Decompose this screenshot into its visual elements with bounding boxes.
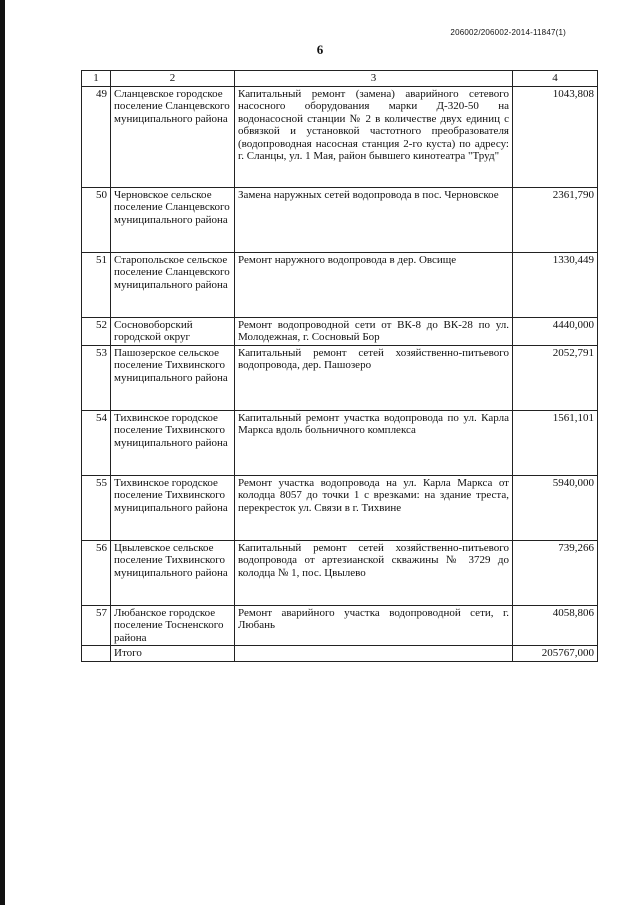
- row-number: 50: [82, 187, 111, 252]
- column-header: 4: [513, 71, 598, 87]
- table-row: [82, 410, 598, 475]
- description-cell: Ремонт аварийного участка водопроводной сети, г. Любань: [235, 605, 513, 646]
- municipality-cell: Пашозерское сельское поселение Тихвинского муниципального района: [111, 345, 235, 410]
- total-label: Итого: [111, 646, 235, 662]
- page-number: 6: [316, 42, 324, 57]
- description-cell: Капитальный ремонт (замена) аварийного сетевого насосного оборудования марки Д-320-50 на водонасосной станции № 2 в количестве двух единиц с обвязкой и установкой частотного преобразователя (водопроводная насосная станция 2-го куста) по адресу: г. Сланцы, ул. 1 Мая, район бывшего кинотеатра "Труд": [235, 86, 513, 187]
- scan-edge-mark: [0, 0, 5, 905]
- amount-cell: 1330,449: [513, 252, 598, 317]
- description-cell: Капитальный ремонт сетей хозяйственно-питьевого водопровода, дер. Пашозеро: [235, 345, 513, 410]
- row-number: 55: [82, 475, 111, 540]
- row-number: 51: [82, 252, 111, 317]
- description-cell: Ремонт участка водопровода на ул. Карла Маркса от колодца 8057 до точки 1 с врезками: на здание треста, перекресток ул. Связи в г. Тихвине: [235, 475, 513, 540]
- description-cell: Ремонт водопроводной сети от ВК-8 до ВК-28 по ул. Молодежная, г. Сосновый Бор: [235, 317, 513, 345]
- amount-cell: 4440,000: [513, 317, 598, 345]
- row-number: 49: [82, 86, 111, 187]
- amount-cell: 2361,790: [513, 187, 598, 252]
- table-row: [82, 317, 598, 345]
- municipality-cell: Черновское сельское поселение Сланцевского муниципального района: [111, 187, 235, 252]
- row-number: 53: [82, 345, 111, 410]
- amount-cell: 5940,000: [513, 475, 598, 540]
- table-row: [82, 605, 598, 646]
- total-number-cell: [82, 646, 111, 662]
- column-header: 2: [111, 71, 235, 87]
- row-number: 52: [82, 317, 111, 345]
- amount-cell: 2052,791: [513, 345, 598, 410]
- municipality-cell: Любанское городское поселение Тосненского района: [111, 605, 235, 646]
- description-cell: Капитальный ремонт участка водопровода по ул. Карла Маркса вдоль больничного комплекса: [235, 410, 513, 475]
- total-description-cell: [235, 646, 513, 662]
- table-row: [82, 252, 598, 317]
- table-row: [82, 86, 598, 187]
- amount-cell: 739,266: [513, 540, 598, 605]
- row-number: 54: [82, 410, 111, 475]
- funding-table: [81, 70, 598, 662]
- column-header: 3: [235, 71, 513, 87]
- total-row: [82, 646, 598, 662]
- municipality-cell: Сланцевское городское поселение Сланцевского муниципального района: [111, 86, 235, 187]
- description-cell: Ремонт наружного водопровода в дер. Овсище: [235, 252, 513, 317]
- document-id: 206002/206002-2014-11847(1): [450, 28, 566, 37]
- municipality-cell: Тихвинское городское поселение Тихвинского муниципального района: [111, 475, 235, 540]
- table-row: [82, 345, 598, 410]
- table-row: [82, 187, 598, 252]
- amount-cell: 4058,806: [513, 605, 598, 646]
- municipality-cell: Старопольское сельское поселение Сланцевского муниципального района: [111, 252, 235, 317]
- row-number: 57: [82, 605, 111, 646]
- total-amount: 205767,000: [513, 646, 598, 662]
- column-header: 1: [82, 71, 111, 87]
- amount-cell: 1561,101: [513, 410, 598, 475]
- description-cell: Капитальный ремонт сетей хозяйственно-питьевого водопровода от артезианской скважины № 3729 до колодца № 1, пос. Цвылево: [235, 540, 513, 605]
- municipality-cell: Сосновоборский городской округ: [111, 317, 235, 345]
- table-header-row: [82, 71, 598, 87]
- municipality-cell: Цвылевское сельское поселение Тихвинского муниципального района: [111, 540, 235, 605]
- amount-cell: 1043,808: [513, 86, 598, 187]
- municipality-cell: Тихвинское городское поселение Тихвинского муниципального района: [111, 410, 235, 475]
- table-row: [82, 540, 598, 605]
- description-cell: Замена наружных сетей водопровода в пос. Черновское: [235, 187, 513, 252]
- table-row: [82, 475, 598, 540]
- row-number: 56: [82, 540, 111, 605]
